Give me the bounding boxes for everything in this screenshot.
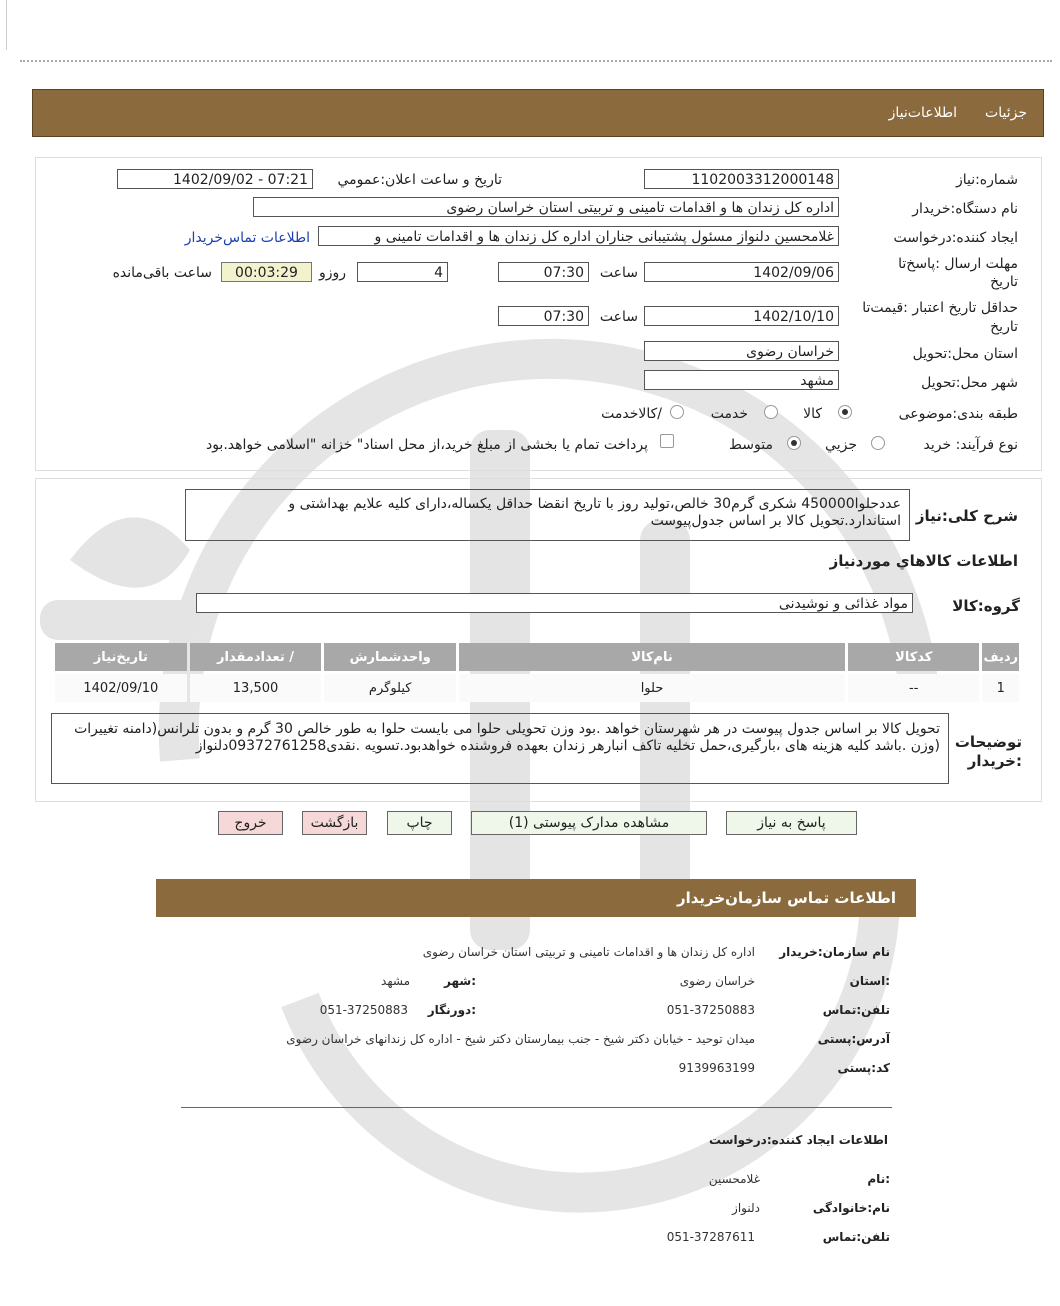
city-label: شهر محل:تحویل <box>921 375 1018 391</box>
creator-name-label: :نام <box>867 1172 890 1186</box>
summary-label: شرح کلی:نیاز <box>915 507 1018 525</box>
validity-hour-label: ساعت <box>599 309 638 325</box>
validity-time-field: 07:30 <box>498 306 589 326</box>
category-goods-label: کالا <box>803 406 822 422</box>
deadline-label-2: تاریخ <box>990 274 1018 290</box>
goods-info-title: اطلاعات کالاهاي موردنياز <box>829 552 1018 570</box>
contact-fax-label: :دورنگار <box>427 1003 476 1017</box>
process-medium-radio[interactable] <box>787 436 801 450</box>
contact-postal-value: 9139963199 <box>678 1061 755 1075</box>
creator-field: غلامحسین دلنواز مسئول پشتیبانی جناران اداره کل زندان ها و اقدامات تامینی و <box>318 226 839 246</box>
contact-org-value: اداره کل زندان ها و اقدامات تامینی و تربیتی استان خراسان رضوی <box>422 945 755 959</box>
creator-phone-label: تلفن:تماس <box>822 1230 890 1244</box>
category-service-radio[interactable] <box>764 405 778 419</box>
announce-label: تاریخ و ساعت اعلان:عمومي <box>337 172 502 188</box>
cell-row: 1 <box>982 674 1019 702</box>
col-date: تاریخ‌نیاز <box>55 643 187 671</box>
contact-fax-value: 051-37250883 <box>319 1003 408 1017</box>
contact-org-label: نام سازمان:خریدار <box>779 945 890 959</box>
deadline-time-field: 07:30 <box>498 262 589 282</box>
tab-details[interactable]: جزئیات <box>985 105 1027 121</box>
left-border <box>6 0 7 50</box>
creator-name-value: غلامحسین <box>708 1172 760 1186</box>
treasury-payment-checkbox[interactable] <box>660 434 674 448</box>
col-name: نام‌کالا <box>459 643 845 671</box>
cell-unit: کیلوگرم <box>324 674 456 702</box>
contact-header <box>156 879 916 917</box>
contact-city-value: مشهد <box>381 974 410 988</box>
contact-phone-label: تلفن:تماس <box>822 1003 890 1017</box>
buyer-notes-label-2: :خریدار <box>967 752 1022 770</box>
print-button[interactable]: چاپ <box>387 811 452 835</box>
page-header <box>32 89 1044 137</box>
category-service-label: خدمت <box>710 406 748 422</box>
contact-phone-value: 051-37250883 <box>666 1003 755 1017</box>
col-code: کدکالا <box>848 643 979 671</box>
goods-group-field: مواد غذائی و نوشیدنی <box>196 593 913 613</box>
deadline-date-field: 1402/09/06 <box>644 262 839 282</box>
buyer-notes-text: تحویل کالا بر اساس جدول پیوست در هر شهرستان خواهد .بود وزن تحویلی حلوا می بایست حلوا به طور خالص 30 گرم و بدون تلرانس(دامنه تغییرات (وزن .باشد کلیه هزینه های ،بارگیری،حمل تخلیه تاکف انبارهر زندان بعهده فروشنده خواهدبود.تسویه .نقدی09372761258دلنواز <box>51 713 949 784</box>
col-qty: / تعدادمقدار <box>190 643 322 671</box>
col-unit: واحدشمارش <box>324 643 456 671</box>
process-partial-label: جزیي <box>825 437 857 453</box>
cell-date: 1402/09/10 <box>55 674 187 702</box>
top-divider <box>20 60 1052 62</box>
province-field: خراسان رضوی <box>644 341 839 361</box>
creator-family-label: نام:خانوادگی <box>812 1201 890 1215</box>
contact-postal-label: کد:پستی <box>837 1061 890 1075</box>
creator-family-value: دلنواز <box>732 1201 760 1215</box>
back-button[interactable]: بازگشت <box>302 811 367 835</box>
process-label: نوع فرآیند: خرید <box>923 437 1018 453</box>
buyer-notes-label: توضیحات <box>954 733 1022 751</box>
contact-province-value: خراسان رضوی <box>679 974 755 988</box>
creator-label: ایجاد کننده:درخواست <box>893 230 1018 246</box>
contact-title: اطلاعات تماس سازمان‌خریدار <box>676 889 896 907</box>
contact-address-value: میدان توحید - خیابان دکتر شیخ - جنب بیمارستان دکتر شیخ - اداره کل زندانهای خراسان رضوی <box>286 1032 755 1046</box>
validity-date-field: 1402/10/10 <box>644 306 839 326</box>
buyer-contact-link[interactable]: اطلاعات تماس‌خریدار <box>184 230 310 246</box>
announce-field: 1402/09/02 - 07:21 <box>117 169 313 189</box>
city-field: مشهد <box>644 370 839 390</box>
contact-city-label: :شهر <box>444 974 476 988</box>
contact-divider <box>181 1107 892 1108</box>
col-row: ردیف <box>982 643 1019 671</box>
category-goods-service-radio[interactable] <box>670 405 684 419</box>
cell-name: حلوا <box>459 674 845 702</box>
process-medium-label: متوسط <box>729 437 773 453</box>
need-number-field: 1102003312000148 <box>644 169 839 189</box>
table-row <box>55 674 1019 702</box>
creator-info-title: اطلاعات ایجاد کننده:درخواست <box>708 1133 888 1147</box>
buyer-org-field: اداره کل زندان ها و اقدامات تامینی و تربیتی استان خراسان رضوی <box>253 197 839 217</box>
category-goods-radio[interactable] <box>838 405 852 419</box>
province-label: استان محل:تحویل <box>912 346 1018 362</box>
category-goods-service-label: /کالاخدمت <box>601 406 662 422</box>
reply-button[interactable]: پاسخ به نیاز <box>726 811 857 835</box>
cell-code: -- <box>848 674 979 702</box>
validity-label: حداقل تاریخ اعتبار :قیمت‌تا <box>862 300 1018 316</box>
exit-button[interactable]: خروج <box>218 811 283 835</box>
cell-qty: 13,500 <box>190 674 322 702</box>
goods-table <box>52 640 1022 705</box>
day-label: روزو <box>318 265 346 281</box>
contact-address-label: آدرس:پستی <box>817 1032 890 1046</box>
category-label: طبقه بندی:موضوعی <box>898 406 1018 422</box>
payment-note: پرداخت تمام یا بخشی از مبلغ خرید،از محل اسناد" خزانه "اسلامی خواهد.بود <box>205 437 648 453</box>
summary-text: عددحلوا450000 شکری گرم30 خالص،تولید روز با تاریخ انقضا حداقل یکساله،دارای کلیه علایم بهداشتی و استاندارد.تحویل کالا بر اساس جدول‌پیوست <box>185 489 910 541</box>
table-header-row <box>55 643 1019 671</box>
need-number-label: شماره:نیاز <box>955 172 1018 188</box>
process-partial-radio[interactable] <box>871 436 885 450</box>
deadline-hour-label: ساعت <box>599 265 638 281</box>
goods-group-label: گروه:کالا <box>952 597 1020 615</box>
view-documents-button[interactable]: مشاهده مدارک پیوستی (1) <box>471 811 707 835</box>
deadline-label: مهلت ارسال :پاسخ‌تا <box>898 256 1018 272</box>
validity-label-2: تاریخ <box>990 319 1018 335</box>
contact-province-label: :استان <box>849 974 890 988</box>
remaining-label: ساعت باقی‌مانده <box>112 265 212 281</box>
remaining-timer: 00:03:29 <box>221 262 312 282</box>
days-field: 4 <box>357 262 448 282</box>
tab-need-info[interactable]: اطلاعات‌نیاز <box>888 105 957 121</box>
creator-phone-value: 051-37287611 <box>666 1230 755 1244</box>
buyer-org-label: نام دستگاه:خریدار <box>912 201 1018 217</box>
